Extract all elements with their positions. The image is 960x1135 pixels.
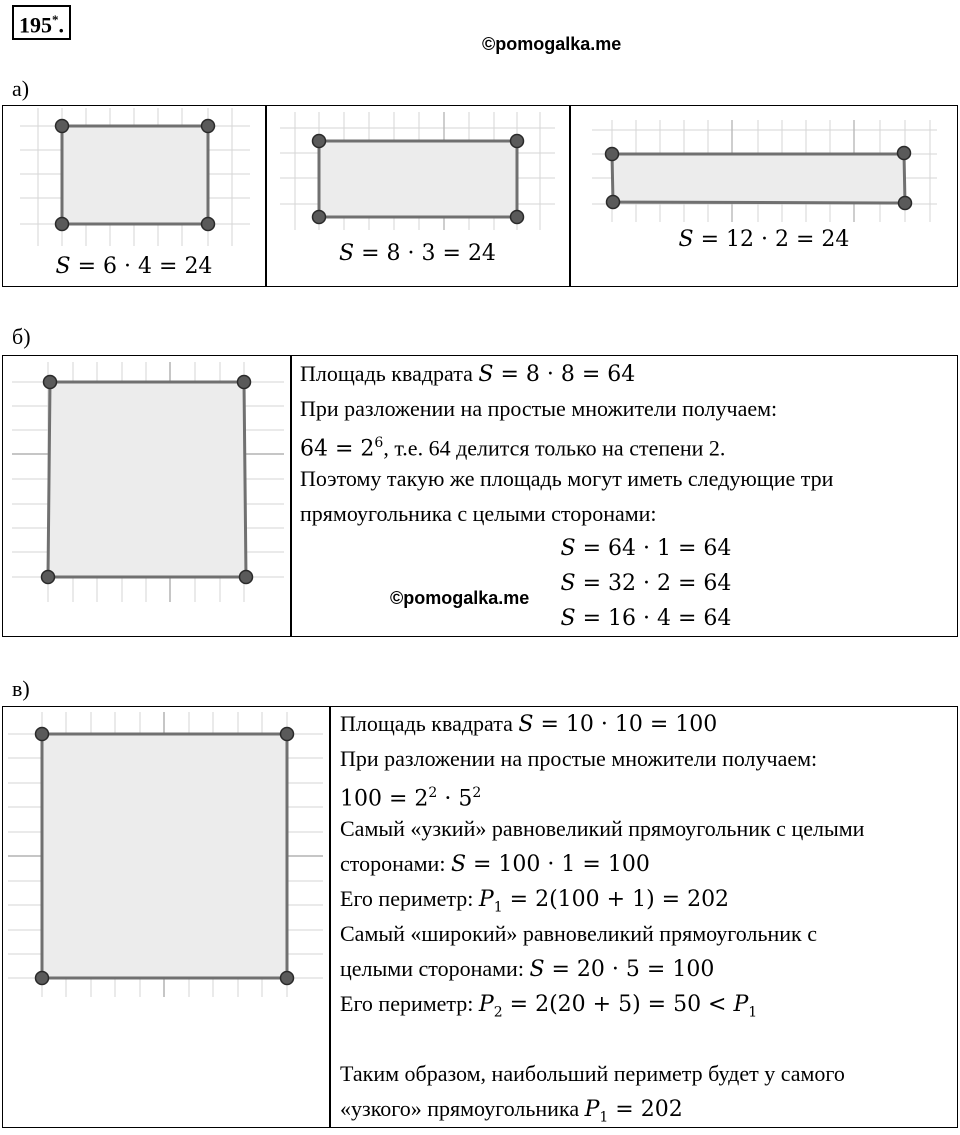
part-b-line-4: Поэтому такую же площадь могут иметь следующие три: [300, 466, 834, 491]
part-c-line-9: Его периметр: $P_2 = 2(20 + 5) = 50 < P_1$: [340, 991, 758, 1021]
formula-a3: S = 12 · 2 = 24: [678, 227, 850, 252]
part-b-line-2: При разложении на простые множители получаем:: [300, 396, 778, 421]
part-c-line-8: целыми сторонами: S = 20 · 5 = 100: [340, 956, 715, 982]
watermark-top: ©pomogalka.me: [482, 34, 622, 54]
part-b-divider: [290, 355, 292, 637]
part-b-line-1: Площадь квадрата S = 8 · 8 = 64: [300, 361, 636, 387]
part-b-formula-1: S = 64 · 1 = 64: [560, 536, 732, 561]
square-8x8-figure: [12, 362, 284, 602]
part-c-line-1: Площадь квадрата S = 10 · 10 = 100: [340, 711, 718, 737]
part-c-divider: [329, 706, 331, 1128]
rect-12x2-figure: [592, 120, 937, 222]
part-b-line-3: $64 = 2^6$, т.е. 64 делится только на степени 2.: [300, 435, 726, 462]
part-c-label: в): [12, 676, 30, 701]
problem-number: 195*.: [12, 5, 71, 40]
formula-a2: S = 8 · 3 = 24: [339, 241, 496, 266]
part-c-line-10: Таким образом, наибольший периметр будет у самого: [340, 1061, 845, 1086]
square-10x10-figure: [8, 712, 323, 997]
rect-6x4-figure: [20, 108, 250, 246]
part-a-label: а): [12, 76, 30, 101]
part-b-label: б): [12, 324, 31, 349]
part-b-formula-2: S = 32 · 2 = 64: [560, 571, 732, 596]
part-c-line-7: Самый «широкий» равновеликий прямоугольник с: [340, 921, 817, 946]
part-c-blank-line: [340, 1021, 952, 1056]
part-c-line-2: При разложении на простые множители получаем:: [340, 746, 818, 771]
part-c-line-5: сторонами: S = 100 · 1 = 100: [340, 851, 650, 877]
part-c-line-6: Его периметр: $P_1 = 2(100 + 1) = 202$: [340, 886, 730, 916]
part-c-line-3: $100 = 2^2 \cdot 5^2$: [340, 785, 482, 812]
formula-a1: S = 6 · 4 = 24: [55, 254, 213, 279]
part-c-text: [340, 706, 952, 1126]
part-b-line-5: прямоугольника с целыми сторонами:: [300, 501, 657, 526]
part-a-divider-2: [569, 105, 571, 287]
part-b-formula-3: S = 16 · 4 = 64: [560, 606, 732, 631]
watermark-middle: ©pomogalka.me: [390, 588, 530, 608]
part-c-line-4: Самый «узкий» равновеликий прямоугольник с целыми: [340, 816, 865, 841]
rect-8x3-figure: [280, 112, 555, 230]
part-c-line-11: «узкого» прямоугольника $P_1 = 202$: [340, 1096, 683, 1126]
